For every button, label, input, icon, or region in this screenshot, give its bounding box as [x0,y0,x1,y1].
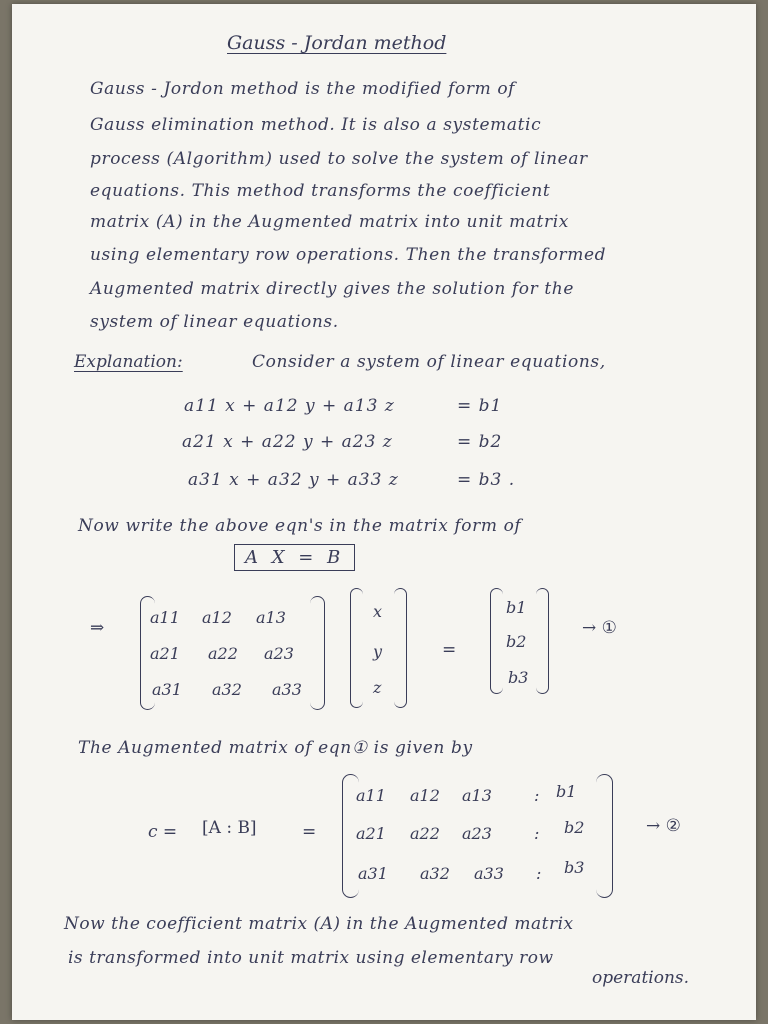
matrix-cell: a12 [202,608,232,627]
matrix-cell: : [534,824,540,843]
closing-line: operations. [592,968,690,988]
matrix-cell: a33 [272,680,302,699]
vector-cell: b2 [506,632,527,651]
equals-sign: = [442,640,457,660]
augmented-intro: The Augmented matrix of eqn① is given by [78,738,473,758]
matrix-cell: a32 [212,680,242,699]
matrix-cell: a21 [356,824,386,843]
closing-line: is transformed into unit matrix using elementary row [68,948,554,968]
var-vector-right-bracket [394,588,407,708]
matrix-cell: b3 [564,858,585,877]
matrix-cell: : [534,786,540,805]
matrix-cell: a23 [264,644,294,663]
equation-2-lhs: a21 x + a22 y + a23 z [182,432,393,452]
var-vector-left-bracket [350,588,363,708]
vector-cell: z [373,678,382,697]
augmented-equals: = [302,822,317,842]
matrix-cell: a21 [150,644,180,663]
matrix-cell: a32 [420,864,450,883]
augmented-label: [A : B] [202,818,257,838]
matrix-cell: a31 [152,680,182,699]
equation-1-lhs: a11 x + a12 y + a13 z [184,396,395,416]
matrix-cell: a23 [462,824,492,843]
matrix-cell: a31 [358,864,388,883]
matrix-cell: a22 [410,824,440,843]
paragraph-line: process (Algorithm) used to solve the system of linear [90,149,588,169]
matrix-cell: : [536,864,542,883]
matrix-cell: a33 [474,864,504,883]
page-title: Gauss - Jordan method [227,32,447,54]
implies-arrow: ⇒ [90,618,105,638]
matrix-intro: Now write the above eqn's in the matrix form of [78,516,522,536]
equation-3-lhs: a31 x + a32 y + a33 z [188,470,399,490]
matrix-cell: a13 [256,608,286,627]
matrix-cell: a12 [410,786,440,805]
const-vector-left-bracket [490,588,503,694]
reference-2: → ② [646,816,681,836]
vector-cell: b3 [508,668,529,687]
equation-2-rhs: = b2 [457,432,503,452]
matrix-form-box: A X = B [234,544,355,571]
matrix-cell: b1 [556,782,577,801]
paragraph-line: equations. This method transforms the coefficient [90,181,551,201]
vector-cell: x [373,602,383,621]
paragraph-line: Gauss - Jordon method is the modified form of [90,79,516,99]
equation-3-rhs: = b3 . [457,470,516,490]
augmented-matrix-right-bracket [596,774,613,898]
matrix-cell: a22 [208,644,238,663]
closing-line: Now the coefficient matrix (A) in the Augmented matrix [64,914,574,934]
matrix-cell: a11 [150,608,180,627]
matrix-cell: a11 [356,786,386,805]
paragraph-line: system of linear equations. [90,312,339,332]
paragraph-line: matrix (A) in the Augmented matrix into unit matrix [90,212,569,232]
const-vector-right-bracket [536,588,549,694]
paragraph-line: Augmented matrix directly gives the solution for the [90,279,575,299]
vector-cell: y [373,642,383,661]
augmented-lhs: c = [148,822,178,842]
equation-1-rhs: = b1 [457,396,503,416]
matrix-cell: a13 [462,786,492,805]
reference-1: → ① [582,618,617,638]
matrix-cell: b2 [564,818,585,837]
paragraph-line: using elementary row operations. Then the transformed [90,245,607,265]
paragraph-line: Gauss elimination method. It is also a systematic [90,115,542,135]
coeff-matrix-right-bracket [310,596,325,710]
vector-cell: b1 [506,598,527,617]
notebook-page [12,4,756,1020]
explanation-text: Consider a system of linear equations, [252,352,606,372]
explanation-label: Explanation: [74,352,183,372]
